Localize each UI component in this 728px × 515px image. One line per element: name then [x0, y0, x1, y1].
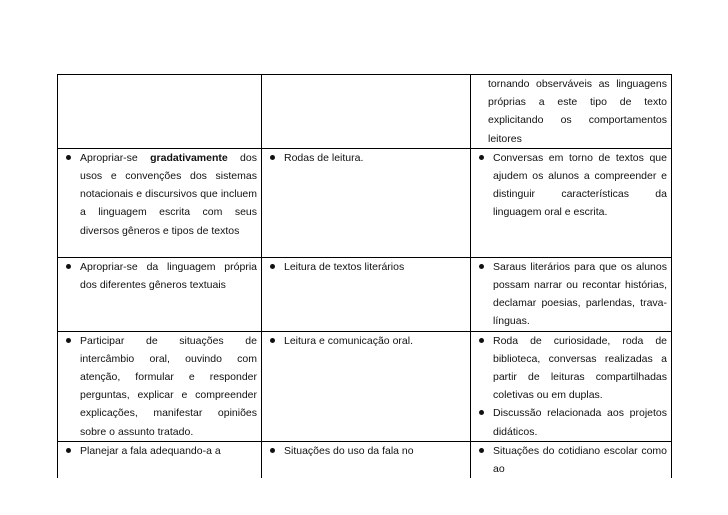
bullet-icon [479, 448, 484, 453]
table-cell [471, 257, 672, 331]
list-item [62, 442, 257, 460]
table-cell [262, 441, 471, 478]
table-cell [471, 148, 672, 257]
bullet-icon [270, 155, 275, 160]
table-row [58, 331, 672, 441]
table-cell [471, 441, 672, 478]
list-item [62, 258, 257, 294]
list-item [62, 332, 257, 441]
bullet-icon [270, 264, 275, 269]
cell-text: Roda de curiosidade, roda de biblioteca, conversas realizadas a partir de leituras compartilhadas coletivas ou em duplas. [493, 334, 667, 402]
table-row [58, 441, 672, 478]
cell-text: Situações do cotidiano escolar como ao [493, 444, 667, 476]
table-cell [262, 257, 471, 331]
table-cell [471, 331, 672, 441]
table-cell [58, 257, 262, 331]
bullet-icon [270, 448, 275, 453]
table-cell [262, 148, 471, 257]
table-row [58, 75, 672, 149]
cell-text: Apropriar-se da linguagem própria dos diferentes gêneros textuais [80, 260, 257, 292]
list-item [266, 442, 466, 460]
cell-text: Saraus literários para que os alunos possam narrar ou recontar histórias, declamar poesias, parlendas, trava-línguas. [493, 260, 667, 328]
cell-text: Leitura de textos literários [284, 260, 405, 273]
list-item [475, 149, 667, 222]
content-table [57, 74, 672, 478]
bullet-icon [479, 155, 484, 160]
table-cell [262, 331, 471, 441]
list-item [475, 404, 667, 440]
bullet-icon [270, 338, 275, 343]
cell-text: tornando observáveis as linguagens próprias a este tipo de texto explicitando os comportamentos leitores [488, 78, 667, 145]
table-cell [58, 148, 262, 257]
bullet-icon [66, 155, 71, 160]
cell-text: Apropriar-se gradativamente dos usos e convenções dos sistemas notacionais e discursivos que incluem a linguagem escrita com seus diversos gêneros e tipos de textos [80, 151, 257, 237]
bullet-icon [479, 410, 484, 415]
cell-text: Situações do uso da fala no [284, 444, 414, 457]
table-cell [471, 75, 672, 149]
cell-text: Discussão relacionada aos projetos didáticos. [493, 407, 667, 438]
list-item [475, 442, 667, 478]
bullet-icon [479, 264, 484, 269]
table-cell [58, 441, 262, 478]
list-item [475, 258, 667, 331]
cell-text: Participar de situações de intercâmbio oral, ouvindo com atenção, formular e responder perguntas, explicar e compreender explicações, manifestar opiniões sobre o assunto tratado. [80, 334, 257, 438]
bullet-icon [66, 264, 71, 269]
cell-text: Planejar a fala adequando-a a [80, 444, 221, 457]
table-cell [58, 75, 262, 149]
table-cell [262, 75, 471, 149]
table-row [58, 257, 672, 331]
list-item [62, 149, 257, 240]
cell-text: Conversas em torno de textos que ajudem os alunos a compreender e distinguir características da linguagem oral e escrita. [493, 151, 667, 219]
table-row [58, 148, 672, 257]
cell-text: Leitura e comunicação oral. [284, 334, 413, 347]
cell-text: Rodas de leitura. [284, 151, 364, 164]
bullet-icon [479, 338, 484, 343]
bullet-icon [66, 338, 71, 343]
table-cell [58, 331, 262, 441]
list-item [266, 332, 466, 350]
list-item [266, 149, 466, 167]
list-item [266, 258, 466, 276]
bullet-icon [66, 448, 71, 453]
list-item [475, 332, 667, 405]
